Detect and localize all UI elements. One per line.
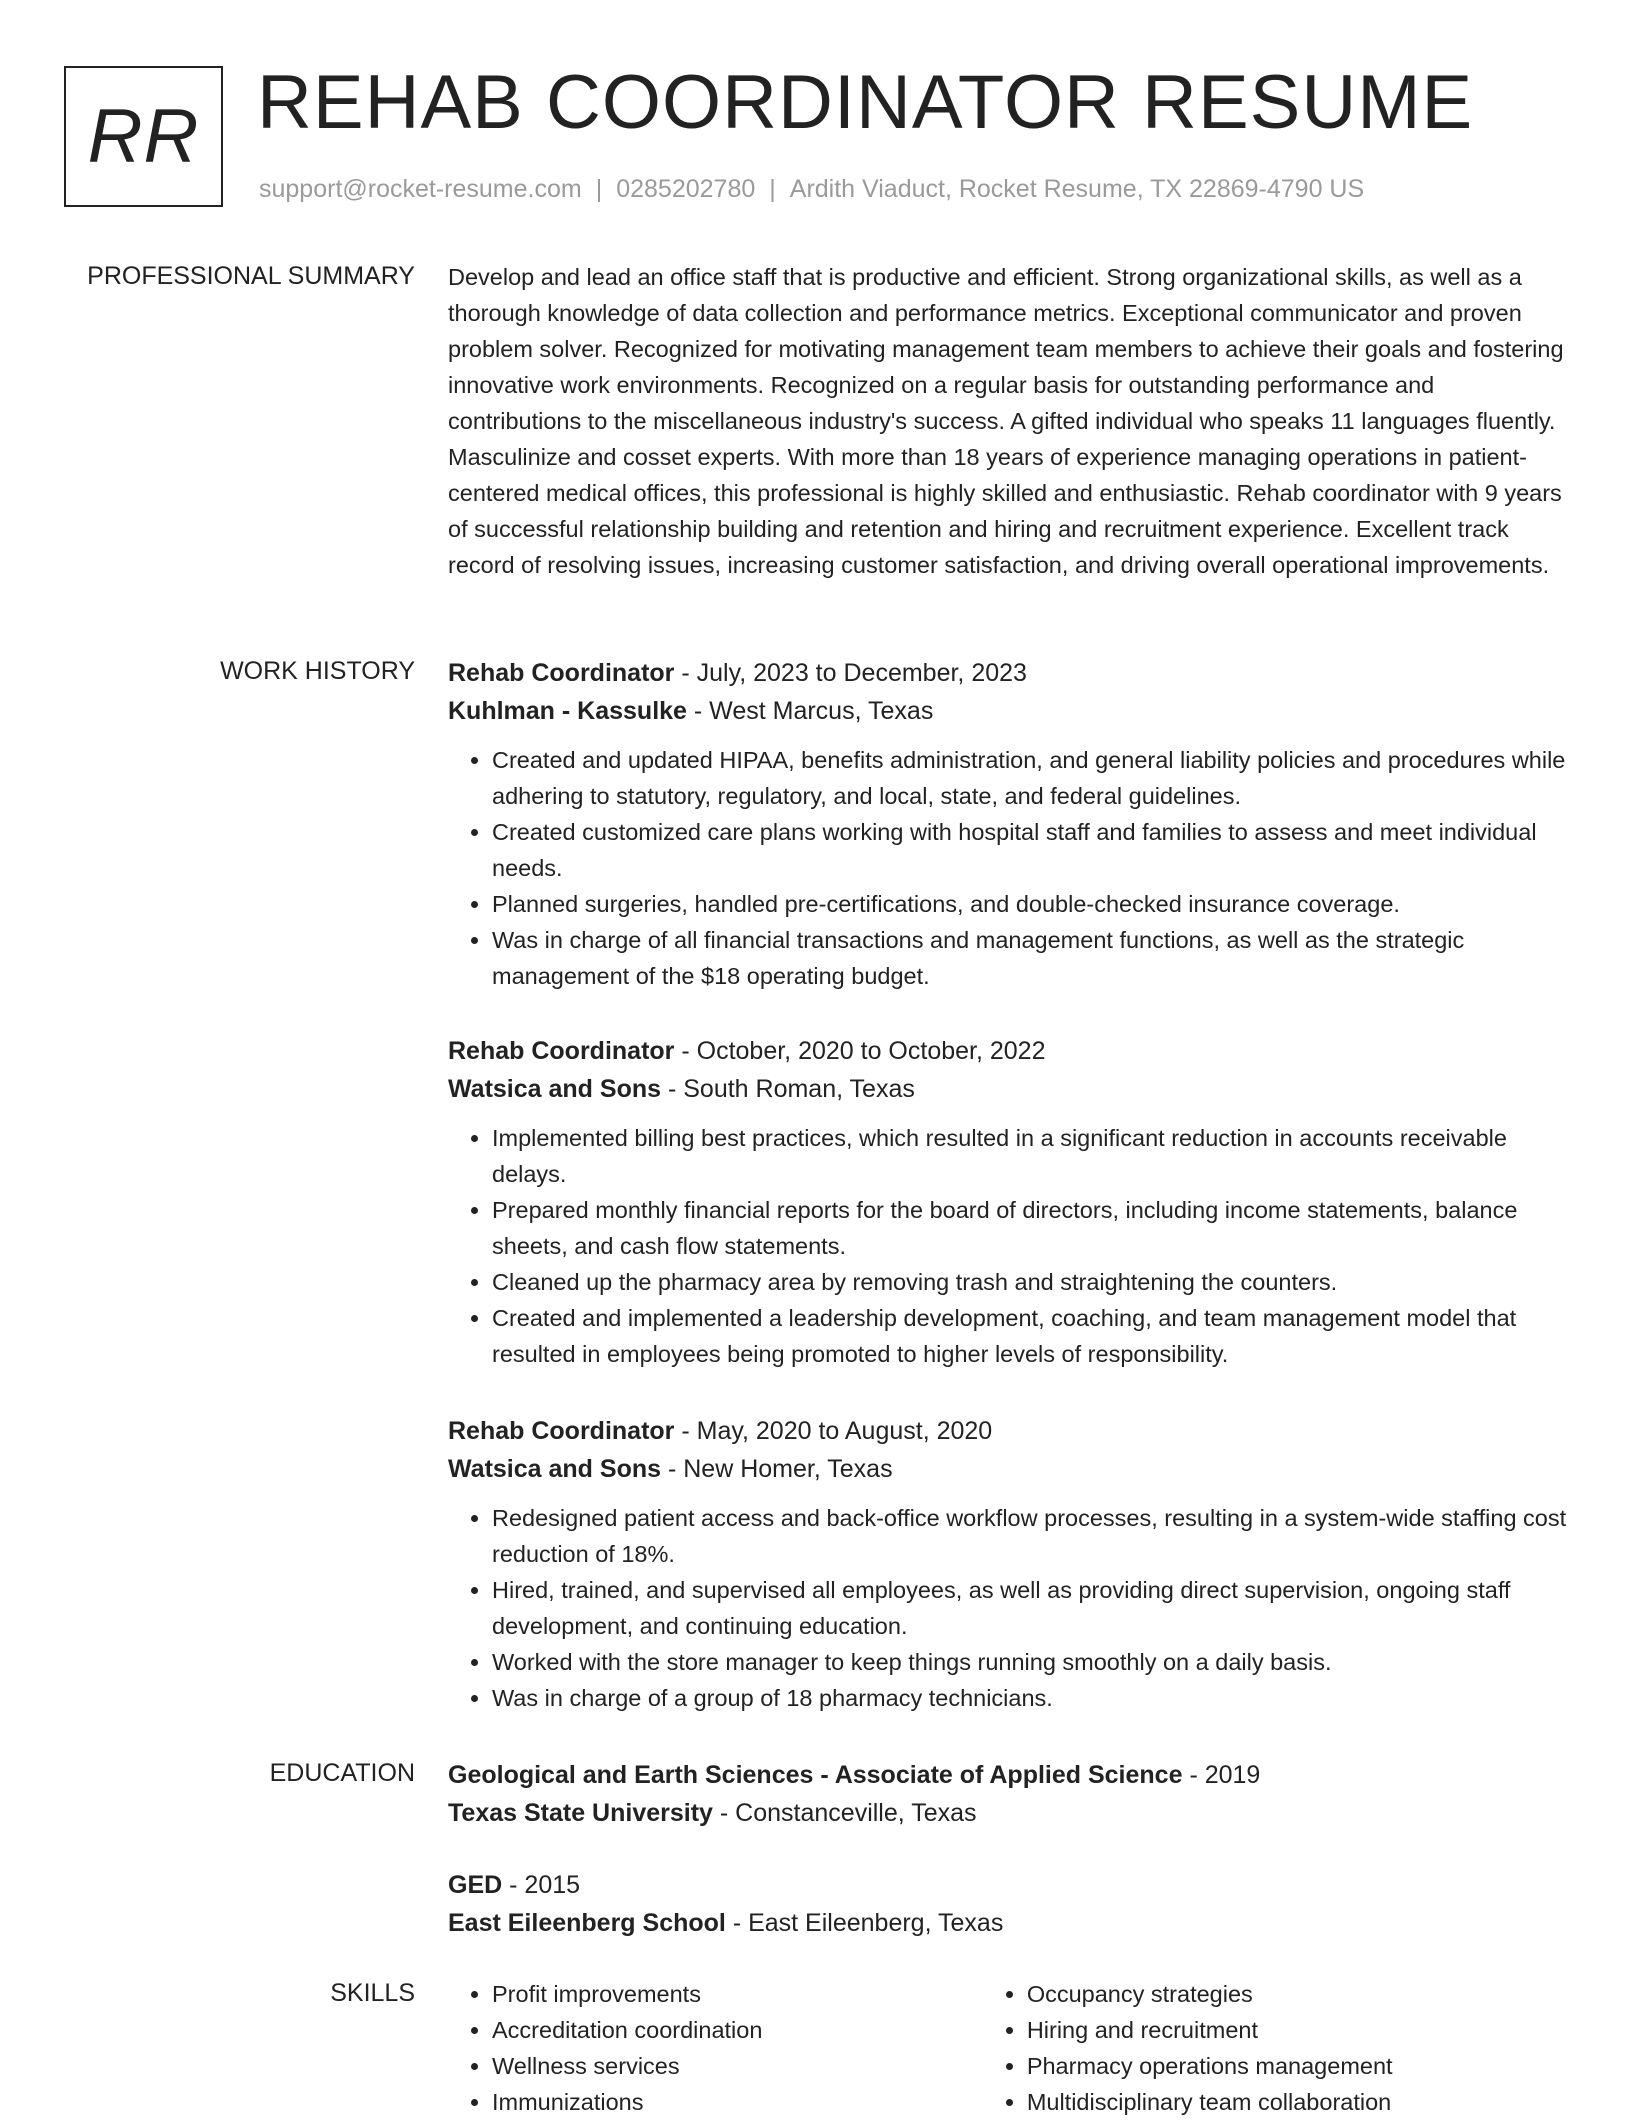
- job-bullets: [448, 1500, 1570, 1716]
- section-label-summary: PROFESSIONAL SUMMARY: [87, 262, 415, 290]
- job-bullet: • Prepared monthly financial reports for the board of directors, including income statements, balance sheets, and cash flow statements.: [492, 1192, 1570, 1264]
- job-dates: - October, 2020 to October, 2022: [681, 1037, 1046, 1065]
- job-dates: - July, 2023 to December, 2023: [681, 659, 1027, 687]
- skill-item: • Wellness services: [492, 2048, 983, 2084]
- job-bullet: • Worked with the store manager to keep things running smoothly on a daily basis.: [492, 1644, 1570, 1680]
- contact-address: Ardith Viaduct, Rocket Resume, TX 22869-4790 US: [789, 175, 1365, 203]
- education-school-line: [448, 1904, 1570, 1942]
- job-company: Watsica and Sons: [448, 1075, 662, 1103]
- education-school-line: [448, 1794, 1570, 1832]
- job-title: Rehab Coordinator: [448, 1417, 675, 1445]
- job-bullet: • Planned surgeries, handled pre-certifications, and double-checked insurance coverage.: [492, 886, 1570, 922]
- job-company: Kuhlman - Kassulke: [448, 697, 687, 725]
- section-label-education: EDUCATION: [269, 1759, 415, 1787]
- job-company-line: [448, 692, 1570, 730]
- education-school: East Eileenberg School: [448, 1909, 726, 1937]
- job-title-line: [448, 1032, 1570, 1070]
- contact-line: [259, 175, 1364, 204]
- skills-columns: [448, 1976, 1570, 2120]
- skill-item: • Immunizations: [492, 2084, 983, 2120]
- job-bullet: • Implemented billing best practices, which resulted in a significant reduction in accounts receivable delays.: [492, 1120, 1570, 1192]
- education-degree: GED: [448, 1871, 503, 1899]
- contact-phone: 0285202780: [616, 175, 756, 203]
- education-degree: Geological and Earth Sciences - Associate of Applied Science: [448, 1761, 1183, 1789]
- job-bullet: • Created and implemented a leadership development, coaching, and team management model that resulted in employees being promoted to higher levels of responsibility.: [492, 1300, 1570, 1372]
- summary-text: Develop and lead an office staff that is productive and efficient. Strong organizational skills, as well as a thorough knowledge of data collection and performance metrics. Exceptional communicator and proven problem solver. Recognized for motivating management team members to achieve their goals and fostering innovative work environments. Recognized on a regular basis for outstanding performance and contributions to the miscellaneous industry's success. A gifted individual who speaks 11 languages fluently. Masculinize and cosset experts. With more than 18 years of experience managing operations in patient-centered medical offices, this professional is highly skilled and enthusiastic. Rehab coordinator with 9 years of successful relationship building and retention and hiring and recruitment experience. Excellent track record of resolving issues, increasing customer satisfaction, and driving overall operational improvements.: [448, 264, 1564, 578]
- section-label-work-history: WORK HISTORY: [220, 657, 415, 685]
- job-bullets: [448, 742, 1570, 994]
- job-bullet: • Created customized care plans working with hospital staff and families to assess and meet individual needs.: [492, 814, 1570, 886]
- job-location: - South Roman, Texas: [667, 1075, 915, 1103]
- education-year: - 2015: [509, 1871, 581, 1899]
- education-location: - Constanceville, Texas: [719, 1799, 977, 1827]
- contact-separator: |: [769, 175, 776, 203]
- job-dates: - May, 2020 to August, 2020: [681, 1417, 993, 1445]
- section-label-skills: SKILLS: [330, 1979, 415, 2007]
- job-bullet: • Cleaned up the pharmacy area by removing trash and straightening the counters.: [492, 1264, 1570, 1300]
- job-company: Watsica and Sons: [448, 1455, 662, 1483]
- job-company-line: [448, 1450, 1570, 1488]
- job-title-line: [448, 654, 1570, 692]
- education-degree-line: [448, 1756, 1570, 1794]
- job-title-line: [448, 1412, 1570, 1450]
- skill-item: • Profit improvements: [492, 1976, 983, 2012]
- job-bullet: • Was in charge of a group of 18 pharmacy technicians.: [492, 1680, 1570, 1716]
- job-entry: [448, 1032, 1570, 1372]
- job-company-line: [448, 1070, 1570, 1108]
- job-location: - West Marcus, Texas: [693, 697, 934, 725]
- contact-email: support@rocket-resume.com: [259, 175, 582, 203]
- job-bullet: • Hired, trained, and supervised all employees, as well as providing direct supervision, ongoing staff development, and continuing education.: [492, 1572, 1570, 1644]
- monogram-logo: RR: [64, 66, 223, 207]
- job-bullet: • Redesigned patient access and back-office workflow processes, resulting in a system-wide staffing cost reduction of 18%.: [492, 1500, 1570, 1572]
- page-title: REHAB COORDINATOR RESUME: [257, 60, 1474, 145]
- job-bullet: • Was in charge of all financial transactions and management functions, as well as the strategic management of the $18 operating budget.: [492, 922, 1570, 994]
- education-location: - East Eileenberg, Texas: [732, 1909, 1004, 1937]
- job-location: - New Homer, Texas: [667, 1455, 893, 1483]
- education-entry: [448, 1866, 1570, 1942]
- job-entry: [448, 1412, 1570, 1716]
- education-degree-line: [448, 1866, 1570, 1904]
- job-title: Rehab Coordinator: [448, 1037, 675, 1065]
- skill-item: • Pharmacy operations management: [1027, 2048, 1570, 2084]
- job-bullets: [448, 1120, 1570, 1372]
- education-school: Texas State University: [448, 1799, 713, 1827]
- education-entry: [448, 1756, 1570, 1832]
- job-bullet: • Created and updated HIPAA, benefits administration, and general liability policies and procedures while adhering to statutory, regulatory, and local, state, and federal guidelines.: [492, 742, 1570, 814]
- skill-item: • Multidisciplinary team collaboration: [1027, 2084, 1570, 2120]
- skills-list-left: [448, 1976, 983, 2120]
- job-entry: [448, 654, 1570, 994]
- skill-item: • Accreditation coordination: [492, 2012, 983, 2048]
- contact-separator: |: [595, 175, 603, 203]
- skill-item: • Occupancy strategies: [1027, 1976, 1570, 2012]
- skills-list-right: [983, 1976, 1570, 2120]
- job-title: Rehab Coordinator: [448, 659, 675, 687]
- skill-item: • Hiring and recruitment: [1027, 2012, 1570, 2048]
- education-year: - 2019: [1189, 1761, 1261, 1789]
